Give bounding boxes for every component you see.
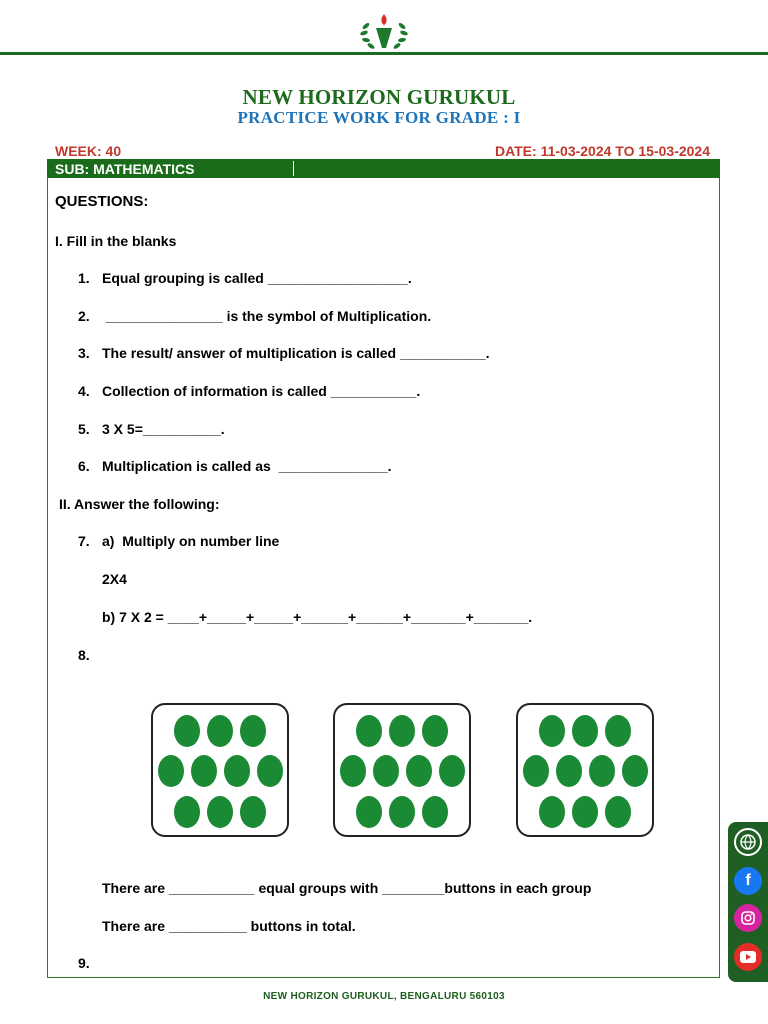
- button-dot: [174, 796, 200, 828]
- button-dot: [207, 796, 233, 828]
- button-dot: [389, 796, 415, 828]
- q4-number: 4.: [78, 383, 90, 399]
- button-dot: [539, 796, 565, 828]
- worksheet-subtitle: PRACTICE WORK FOR GRADE : I: [237, 108, 521, 127]
- button-dot: [207, 715, 233, 747]
- button-dot: [240, 796, 266, 828]
- button-dot: [340, 755, 366, 787]
- button-dot: [240, 715, 266, 747]
- q7-part-a: a) Multiply on number line: [102, 533, 280, 549]
- q6-number: 6.: [78, 458, 90, 474]
- button-dot: [373, 755, 399, 787]
- footer-address: NEW HORIZON GURUKUL, BENGALURU 560103: [263, 991, 505, 1002]
- button-dot: [356, 796, 382, 828]
- subject-divider: [293, 161, 294, 176]
- button-dot: [439, 755, 465, 787]
- button-dot: [389, 715, 415, 747]
- button-dot: [158, 755, 184, 787]
- button-dot: [523, 755, 549, 787]
- date-range: DATE: 11-03-2024 TO 15-03-2024: [494, 143, 710, 159]
- q8-number: 8.: [78, 647, 90, 663]
- button-dot: [622, 755, 648, 787]
- button-dot: [224, 755, 250, 787]
- q4-text: Collection of information is called ___________.: [102, 383, 421, 399]
- q2-number: 2.: [78, 308, 90, 324]
- q7-expression: 2X4: [102, 571, 127, 587]
- youtube-icon[interactable]: [734, 943, 762, 971]
- button-dot: [589, 755, 615, 787]
- week-label: WEEK: 40: [55, 143, 122, 159]
- q6-text: Multiplication is called as ______________.: [102, 458, 392, 474]
- q3-text: The result/ answer of multiplication is called ___________.: [102, 345, 490, 361]
- school-logo: [356, 12, 412, 54]
- button-dot: [605, 715, 631, 747]
- q8-groups-line: There are ___________ equal groups with ________buttons in each group: [102, 880, 592, 896]
- school-title: NEW HORIZON GURUKUL: [242, 85, 516, 109]
- button-dot: [572, 715, 598, 747]
- button-dot: [257, 755, 283, 787]
- q2-text: _______________ is the symbol of Multiplication.: [102, 308, 432, 324]
- button-dot: [539, 715, 565, 747]
- button-dot: [572, 796, 598, 828]
- website-icon[interactable]: [734, 828, 762, 856]
- subject-label: SUB: MATHEMATICS: [55, 161, 195, 177]
- header-divider: [0, 52, 768, 55]
- button-dot: [605, 796, 631, 828]
- q7-part-b: b) 7 X 2 = ____+_____+_____+______+______+_______+_______.: [102, 609, 533, 625]
- questions-heading: QUESTIONS:: [55, 193, 149, 210]
- q1-number: 1.: [78, 270, 90, 286]
- section1-title: I. Fill in the blanks: [55, 233, 177, 249]
- q9-number: 9.: [78, 955, 90, 971]
- button-dot: [406, 755, 432, 787]
- q5-text: 3 X 5=__________.: [102, 421, 225, 437]
- q3-number: 3.: [78, 345, 90, 361]
- facebook-icon[interactable]: f: [734, 867, 762, 895]
- q1-text: Equal grouping is called __________________.: [102, 270, 412, 286]
- button-dot: [191, 755, 217, 787]
- q5-number: 5.: [78, 421, 90, 437]
- button-dot: [422, 715, 448, 747]
- button-dot: [356, 715, 382, 747]
- q8-total-line: There are __________ buttons in total.: [102, 918, 356, 934]
- q7-number: 7.: [78, 533, 90, 549]
- button-dot: [174, 715, 200, 747]
- section2-title: II. Answer the following:: [59, 496, 220, 512]
- button-dot: [422, 796, 448, 828]
- button-dot: [556, 755, 582, 787]
- instagram-icon[interactable]: [734, 904, 762, 932]
